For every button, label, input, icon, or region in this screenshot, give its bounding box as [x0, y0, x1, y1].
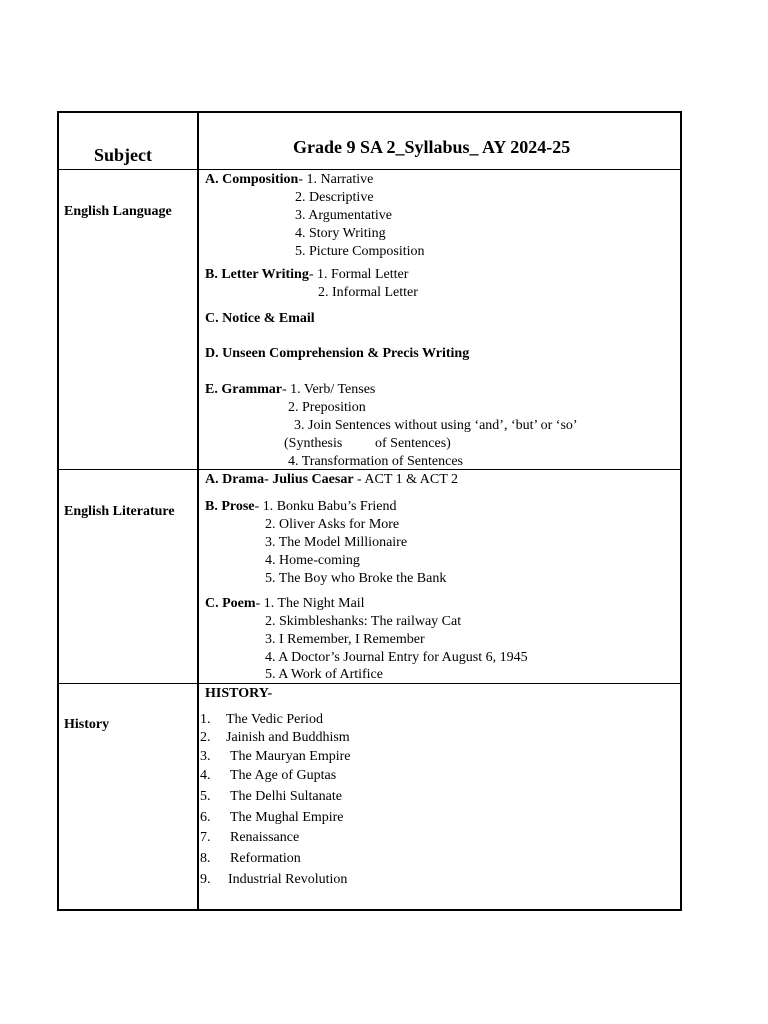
table-border-left — [57, 111, 59, 911]
poem-item: 1. The Night Mail — [263, 596, 365, 611]
prose-section — [205, 499, 396, 515]
grammar-item: of Sentences) — [375, 436, 451, 451]
unseen-comprehension-item: D. Unseen Comprehension & Precis Writing — [205, 346, 470, 361]
grammar-section — [205, 382, 375, 398]
drama-acts: - ACT 1 & ACT 2 — [353, 472, 459, 487]
table-border-top — [57, 111, 682, 113]
history-item-number: 4. — [200, 768, 211, 783]
composition-item: 3. Argumentative — [295, 208, 392, 223]
composition-item: 4. Story Writing — [295, 226, 386, 241]
history-item: Reformation — [230, 851, 301, 866]
history-item: Renaissance — [230, 830, 300, 845]
history-item: The Delhi Sultanate — [230, 789, 342, 804]
prose-item: 2. Oliver Asks for More — [265, 517, 400, 532]
composition-item: 2. Descriptive — [295, 190, 374, 205]
history-item-number: 7. — [200, 830, 211, 845]
history-item: Jainish and Buddhism — [226, 730, 350, 745]
poem-section — [205, 596, 365, 612]
grammar-sep: - — [281, 382, 291, 397]
history-item: The Vedic Period — [226, 712, 323, 727]
letter-section — [205, 267, 408, 283]
history-item-number: 2. — [200, 730, 211, 745]
history-item-number: 9. — [200, 872, 211, 887]
poem-sep: - — [255, 596, 264, 611]
grammar-label: E. Grammar — [205, 382, 282, 397]
row-divider-header — [57, 169, 682, 170]
composition-section — [205, 172, 373, 188]
poem-label: C. Poem — [205, 596, 256, 611]
grammar-item: 2. Preposition — [288, 400, 366, 415]
subject-column-header: Subject — [94, 145, 152, 165]
grammar-item: 4. Transformation of Sentences — [288, 454, 463, 469]
history-item-number: 8. — [200, 851, 211, 866]
prose-item: 5. The Boy who Broke the Bank — [265, 571, 447, 586]
prose-sep: - — [254, 499, 263, 514]
prose-label: B. Prose — [205, 499, 255, 514]
poem-item: 4. A Doctor’s Journal Entry for August 6, 1945 — [265, 650, 528, 665]
subject-english-literature: English Literature — [64, 504, 175, 519]
syllabus-title: Grade 9 SA 2_Syllabus_ AY 2024-25 — [293, 137, 571, 157]
composition-sep: - — [298, 172, 307, 187]
prose-item: 4. Home-coming — [265, 553, 360, 568]
history-item-number: 5. — [200, 789, 211, 804]
row-divider-literature — [57, 683, 682, 684]
drama-section — [205, 472, 458, 488]
drama-label: A. Drama- Julius Caesar — [205, 472, 354, 487]
subject-english-language: English Language — [64, 204, 172, 219]
composition-item: 1. Narrative — [306, 172, 374, 187]
table-border-right — [680, 111, 682, 911]
letter-item: 1. Formal Letter — [317, 267, 409, 282]
history-heading: HISTORY- — [205, 686, 273, 701]
poem-item: 2. Skimbleshanks: The railway Cat — [265, 614, 462, 629]
letter-label: B. Letter Writing — [205, 267, 309, 282]
table-border-bottom — [57, 909, 682, 911]
history-item: Industrial Revolution — [228, 872, 348, 887]
letter-item: 2. Informal Letter — [318, 285, 418, 300]
history-item: The Mauryan Empire — [230, 749, 351, 764]
notice-email-item: C. Notice & Email — [205, 311, 315, 326]
subject-history: History — [64, 717, 110, 732]
prose-item: 3. The Model Millionaire — [265, 535, 408, 550]
history-item-number: 6. — [200, 810, 211, 825]
history-item: The Mughal Empire — [230, 810, 344, 825]
poem-item: 5. A Work of Artifice — [265, 667, 383, 682]
column-divider — [197, 111, 199, 911]
grammar-item: 1. Verb/ Tenses — [290, 382, 376, 397]
composition-item: 5. Picture Composition — [295, 244, 425, 259]
history-item-number: 1. — [200, 712, 211, 727]
composition-label: A. Composition — [205, 172, 299, 187]
grammar-item: (Synthesis — [284, 436, 343, 451]
prose-item: 1. Bonku Babu’s Friend — [262, 499, 397, 514]
history-item: The Age of Guptas — [230, 768, 337, 783]
letter-sep: - — [308, 267, 317, 282]
grammar-item: 3. Join Sentences without using ‘and’, ‘but’ or ‘so’ — [294, 418, 578, 433]
poem-item: 3. I Remember, I Remember — [265, 632, 425, 647]
history-item-number: 3. — [200, 749, 211, 764]
